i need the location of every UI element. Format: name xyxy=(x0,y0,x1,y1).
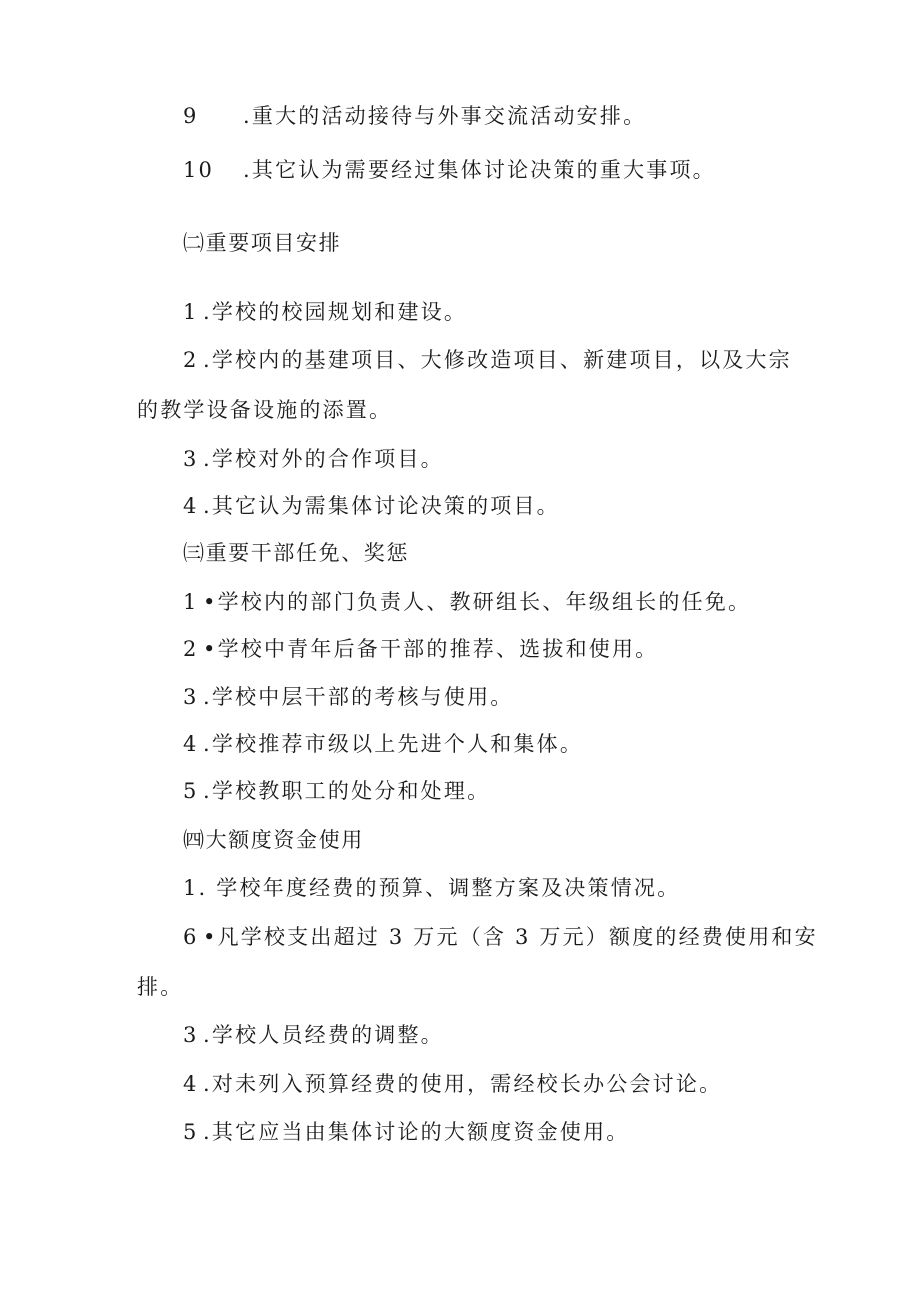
item-text-continuation: 排。 xyxy=(137,975,184,999)
item-text: .学校对外的合作项目。 xyxy=(203,447,444,471)
item-text: .其它认为需要经过集体讨论决策的重大事项。 xyxy=(243,158,716,182)
heading-text: ㈢重要干部任免、奖惩 xyxy=(183,541,409,565)
item-text: •学校内的部门负责人、教研组长、年级组长的任免。 xyxy=(203,590,752,614)
item-number: 4 xyxy=(183,494,199,518)
item-number: 3 xyxy=(183,447,199,471)
item-number: 9 xyxy=(183,104,199,128)
item-number: 2 xyxy=(183,348,199,372)
item-number: 5 xyxy=(183,1120,199,1144)
item-number: 1 xyxy=(183,300,199,324)
item-text: •学校中青年后备干部的推荐、选拔和使用。 xyxy=(203,637,659,661)
item-number: 4 xyxy=(183,732,199,756)
item-text: .学校教职工的处分和处理。 xyxy=(203,779,491,803)
item-text: .学校内的基建项目、大修改造项目、新建项目，以及大宗 xyxy=(203,348,792,372)
item-number: 1 xyxy=(183,590,199,614)
item-text-continuation: 的教学设备设施的添置。 xyxy=(137,398,393,422)
item-number: 10 xyxy=(183,158,215,182)
item-text: .学校推荐市级以上先进个人和集体。 xyxy=(203,732,584,756)
item-text: .其它应当由集体讨论的大额度资金使用。 xyxy=(203,1120,630,1144)
item-text: .学校人员经费的调整。 xyxy=(203,1023,444,1047)
item-number: 4 xyxy=(183,1072,199,1096)
item-number: 5 xyxy=(183,779,199,803)
item-text: .其它认为需集体讨论决策的项目。 xyxy=(203,494,560,518)
item-number: 3 xyxy=(183,685,199,709)
item-number: 3 xyxy=(183,1023,199,1047)
item-text: .对未列入预算经费的使用，需经校长办公会讨论。 xyxy=(203,1072,723,1096)
item-text: .学校的校园规划和建设。 xyxy=(203,300,468,324)
heading-text: ㈡重要项目安排 xyxy=(183,231,342,255)
item-number: 2 xyxy=(183,637,199,661)
item-number: 6 xyxy=(183,925,199,949)
item-text: .重大的活动接待与外事交流活动安排。 xyxy=(243,104,647,128)
item-text: 1. 学校年度经费的预算、调整方案及决策情况。 xyxy=(183,876,681,900)
heading-text: ㈣大额度资金使用 xyxy=(183,828,364,852)
item-text: •凡学校支出超过 3 万元（含 3 万元）额度的经费使用和安 xyxy=(203,925,818,949)
item-text: .学校中层干部的考核与使用。 xyxy=(203,685,514,709)
